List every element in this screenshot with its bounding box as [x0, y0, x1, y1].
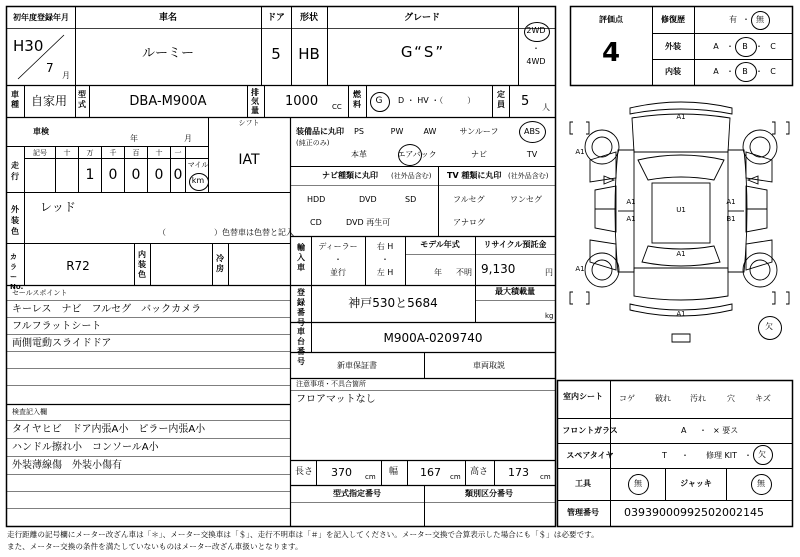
import-parallel: 並行 — [330, 268, 346, 277]
import-dealer: ディーラー — [318, 242, 358, 251]
car-diagram — [570, 102, 789, 342]
shape-label: 形状 — [299, 13, 319, 23]
spare-tire-t: T — [662, 451, 667, 460]
seat-burn: コゲ — [619, 394, 635, 403]
mileage-sign-label: 記号 — [33, 149, 47, 157]
notes-value: フロアマットなし — [296, 394, 376, 405]
grade-label: グレード — [403, 13, 441, 23]
height-value: 173 — [508, 466, 529, 479]
seat-stain: 汚れ — [690, 394, 706, 403]
diagram-mark-hood: A1 — [676, 113, 686, 121]
inspection-label: 車検 — [33, 127, 49, 136]
ac-label: 冷房 — [216, 254, 224, 273]
fuel-label: 燃料 — [353, 90, 361, 109]
door-label: ドア — [267, 13, 285, 23]
sales-point-line-1: キーレス ナビ フルセグ バックカメラ — [12, 304, 202, 315]
displacement-label: 排気量 — [251, 88, 259, 115]
diagram-mark-right-rear: B1 — [726, 215, 736, 223]
footer-line-1: 走行距離の記号欄にメーター改ざん車は「＊」、メーター交換車は「＄」、走行不明車は「＃」を記入してください。メーター交換で合算表示した場合にも「＄」は必要です。 — [7, 530, 599, 539]
diagram-mark-roof: U1 — [676, 206, 686, 214]
mileage-digit-2: 0 — [131, 167, 141, 183]
jack-label: ジャッキ — [680, 479, 712, 488]
manual-label: 車両取説 — [473, 361, 505, 370]
drive-4wd: 4WD — [526, 57, 546, 66]
cc-unit: CC — [332, 103, 342, 111]
import-label: 輸入車 — [297, 243, 305, 272]
registration-value: 神戸530と5684 — [348, 296, 438, 310]
model-year-label: モデル年式 — [420, 240, 460, 249]
capacity-label: 定員 — [497, 90, 505, 109]
diagram-mark-front-left-fender: A1 — [575, 148, 585, 156]
recycle-value: 9,130 — [481, 262, 516, 276]
tv-note: (社外品含む) — [508, 172, 549, 180]
seat-tear: 破れ — [655, 394, 671, 403]
inspector-line-3: 外装薄線傷 外装小傷有 — [12, 460, 122, 471]
length-value: 370 — [331, 466, 352, 479]
person-unit: 人 — [542, 103, 550, 112]
seat-scratch: キズ — [755, 394, 771, 403]
mileage-unit-4: 十 — [155, 149, 163, 157]
model-year-unknown: 不明 — [456, 268, 472, 277]
navi-dvd: DVD — [359, 195, 377, 204]
navi-hdd: HDD — [307, 195, 326, 204]
width-label: 幅 — [389, 467, 399, 477]
tv-analog: アナログ — [453, 218, 485, 227]
shift-label: シフト — [238, 119, 260, 127]
max-load-label: 最大積載量 — [495, 287, 535, 296]
diagram-mark-rear-bumper: A1 — [676, 310, 686, 318]
diagram-mark-rear-left-fender: A1 — [575, 265, 585, 273]
width-cm: cm — [450, 473, 461, 481]
interior-dot-1: ・ — [726, 67, 734, 76]
equip-pw: PW — [390, 127, 404, 136]
type-value: 自家用 — [30, 94, 68, 108]
repair-dot: ・ — [742, 15, 750, 24]
exterior-label: 外装 — [665, 42, 681, 51]
windshield-label: フロントガラス — [562, 426, 618, 435]
equip-ps: PS — [354, 127, 364, 136]
repair-yes: 有 — [729, 15, 737, 24]
model-label: 型式 — [78, 90, 86, 109]
designation-label: 型式指定番号 — [333, 489, 381, 498]
length-label: 長さ — [295, 467, 314, 477]
mileage-unit-5: 一 — [174, 149, 182, 157]
inspection-month-unit: 月 — [184, 134, 192, 143]
navi-note: (社外品含む) — [391, 172, 432, 180]
equip-aw: AW — [423, 127, 437, 136]
interior-label: 内装 — [665, 67, 681, 76]
interior-color-label: 内装色 — [138, 250, 146, 279]
type-label: 車種 — [11, 90, 19, 109]
spare-tire-dot-2: ・ — [744, 451, 752, 460]
fuel-rest: D ・ HV ・（ ） — [398, 96, 476, 105]
height-label: 高さ — [470, 467, 489, 477]
score-label: 評価点 — [599, 15, 623, 24]
windshield-dot: ・ — [699, 426, 707, 435]
model-value: DBA-M900A — [129, 94, 207, 109]
sales-point-line-2: フルフラットシート — [12, 321, 102, 332]
repair-no: 無 — [756, 15, 764, 24]
exterior-a: A — [713, 42, 719, 51]
reg-year-label: 初年度登録年月 — [13, 13, 69, 22]
shape-value: HB — [298, 45, 320, 63]
equip-tv: TV — [526, 150, 538, 159]
height-cm: cm — [540, 473, 551, 481]
exterior-c: C — [770, 42, 776, 51]
color-no-value: R72 — [66, 259, 90, 273]
km-label: km — [191, 176, 205, 185]
door-value: 5 — [271, 45, 281, 63]
exterior-dot-2: ・ — [755, 42, 763, 51]
equip-leather: 本革 — [351, 150, 367, 159]
kg-unit: kg — [545, 312, 554, 320]
sales-points-label: セールスポイント — [12, 289, 68, 297]
navi-sd: SD — [405, 195, 417, 204]
import-dot-2: ・ — [381, 255, 389, 264]
spare-tire-kit: 修理 KIT — [706, 451, 738, 460]
management-label: 管理番号 — [567, 508, 599, 517]
interior-c: C — [770, 67, 776, 76]
windshield-a: A — [681, 426, 687, 435]
color-label: 外装色 — [11, 205, 19, 236]
import-right-h: 右 H — [376, 242, 394, 251]
width-value: 167 — [420, 466, 441, 479]
tools-value: 無 — [634, 479, 642, 488]
exterior-b: B — [742, 42, 748, 51]
diagram-mark-left-front: A1 — [626, 198, 636, 206]
chassis-label: 車台番号 — [297, 327, 305, 366]
navi-dvd-play: DVD 再生可 — [346, 218, 391, 227]
shift-value: IAT — [238, 152, 260, 168]
navi-label: ナビ種類に丸印 — [322, 171, 378, 180]
drive-2wd: 2WD — [526, 26, 546, 35]
diagram-mark-left-rear: A1 — [626, 215, 636, 223]
equip-airbag: エアバック — [397, 150, 437, 159]
reg-month: 7 — [46, 61, 54, 75]
color-value: レッド — [40, 200, 76, 214]
mileage-digit-3: 0 — [154, 167, 164, 183]
mileage-unit-1: 万 — [86, 149, 94, 157]
mileage-digit-0: 1 — [85, 167, 95, 183]
mileage-digit-4: 0 — [173, 167, 183, 183]
spare-tire-none: 欠 — [758, 450, 766, 459]
tv-label: TV 種類に丸印 — [447, 171, 502, 180]
interior-dot-2: ・ — [755, 67, 763, 76]
navi-cd: CD — [310, 218, 322, 227]
jack-value: 無 — [757, 479, 765, 488]
registration-label: 登録番号 — [297, 288, 305, 327]
exterior-dot-1: ・ — [726, 42, 734, 51]
management-value: 0393900099250200214​5 — [624, 506, 764, 519]
car-name-label: 車名 — [158, 13, 178, 23]
import-left-h: 左 H — [376, 268, 394, 277]
diagram-mark-rear-glass: A1 — [676, 250, 686, 258]
reg-era-year: H30 — [13, 37, 44, 55]
class-label: 類別区分番号 — [465, 489, 513, 498]
mileage-unit-2: 千 — [109, 149, 117, 157]
score-value: 4 — [601, 38, 621, 68]
windshield-replace: × 要ス — [713, 426, 739, 435]
reg-month-unit: 月 — [62, 71, 70, 80]
mileage-label: 走行 — [11, 161, 19, 181]
diagram-missing: 欠 — [765, 322, 773, 331]
interior-a: A — [713, 67, 719, 76]
repair-label: 修復歴 — [661, 15, 685, 24]
grade-value: G“S” — [400, 43, 446, 61]
length-cm: cm — [365, 473, 376, 481]
capacity-value: 5 — [521, 94, 530, 109]
fuel-g: G — [375, 96, 383, 106]
equipment-sub-label: (純正のみ) — [296, 139, 330, 147]
inspection-year-unit: 年 — [130, 134, 138, 143]
mileage-digit-1: 0 — [108, 167, 118, 183]
footer-line-2: また、メーター交換の条件を満たしていないものはメーター改ざん車扱いとなります。 — [7, 542, 303, 551]
chassis-value: M900A-0209740 — [383, 331, 483, 345]
seat-hole: 穴 — [727, 394, 735, 403]
car-name-value: ルーミー — [141, 46, 195, 61]
mileage-unit-0: 十 — [63, 149, 71, 157]
equip-navi: ナビ — [471, 150, 487, 159]
sales-point-line-3: 両側電動スライドドア — [12, 338, 112, 349]
equip-abs: ABS — [524, 127, 540, 136]
tv-fullseg: フルセグ — [453, 195, 485, 204]
inspector-line-2: ハンドル擦れ小 コンソールA小 — [12, 442, 159, 453]
mileage-unit-3: 百 — [132, 149, 140, 157]
equip-sunroof: サンルーフ — [459, 127, 499, 136]
tools-label: 工具 — [575, 479, 591, 488]
interior-b: B — [742, 67, 748, 76]
import-dot: ・ — [334, 255, 342, 264]
drive-dot: ・ — [532, 44, 540, 53]
inspector-label: 検査記入欄 — [12, 408, 47, 416]
displacement-value: 1000 — [285, 94, 319, 109]
warranty-label: 新車保証書 — [337, 361, 377, 370]
diagram-mark-right-front: A1 — [726, 198, 736, 206]
equipment-label: 装備品に丸印 — [296, 127, 344, 136]
color-note: （ ）色替車は色替と記入 — [158, 228, 294, 237]
tv-oneseg: ワンセグ — [510, 195, 542, 204]
mile-label: マイル — [187, 161, 209, 169]
spare-tire-dot-1: ・ — [681, 451, 689, 460]
recycle-label: リサイクル預託金 — [483, 240, 547, 249]
seat-label: 室内シート — [563, 392, 603, 401]
model-year-unit: 年 — [434, 268, 442, 277]
color-no-label: カラーNo. — [10, 253, 24, 291]
spare-tire-label: スペアタイヤ — [566, 451, 614, 460]
inspector-line-1: タイヤヒビ ドア内張A小 ピラー内張A小 — [12, 424, 206, 435]
yen-unit: 円 — [545, 268, 553, 277]
notes-label: 注意事項・不具合箇所 — [296, 380, 366, 388]
